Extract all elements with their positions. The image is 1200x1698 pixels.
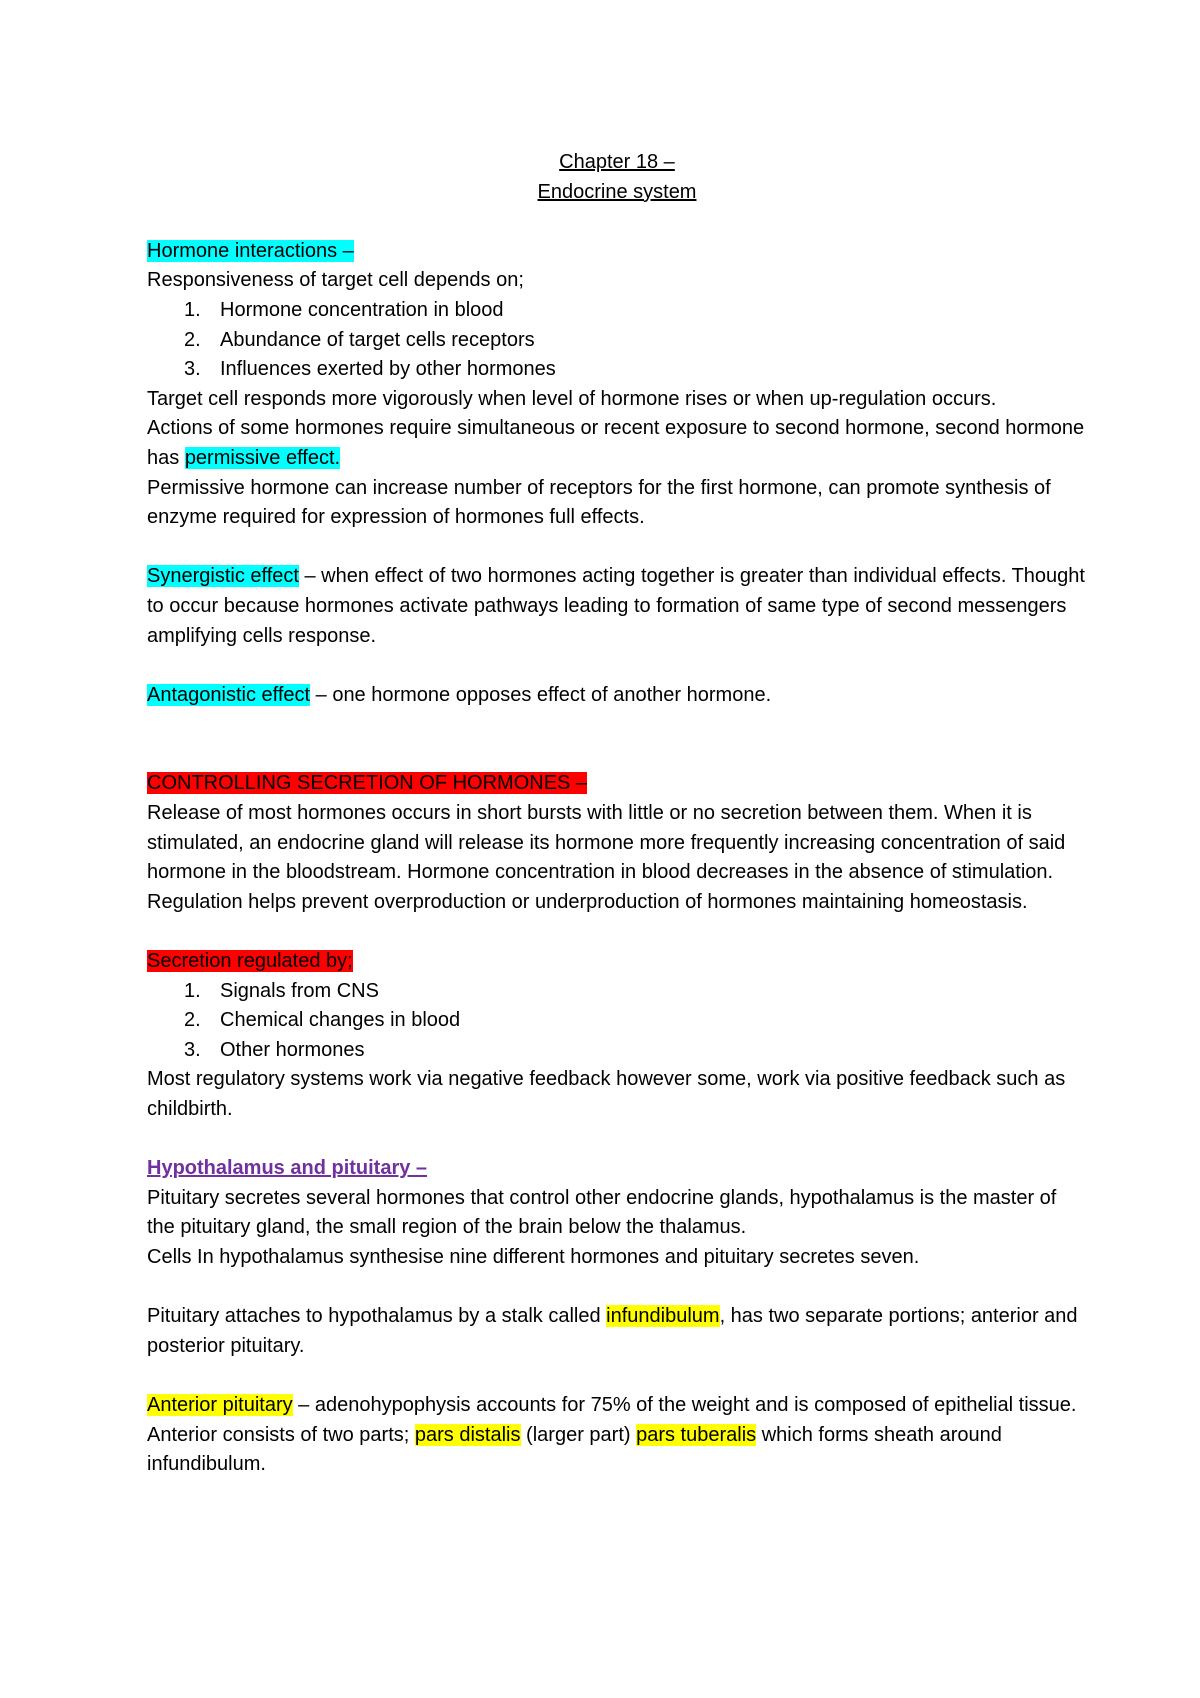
paragraph: Target cell responds more vigorously when level of hormone rises or when up-regulation occurs. <box>147 387 997 410</box>
list-item: 1. Signals from CNS <box>184 979 379 1002</box>
highlight-infundibulum: infundibulum <box>606 1305 720 1328</box>
highlight-anterior-pituitary: Anterior pituitary <box>147 1393 293 1416</box>
list-item: 2. Abundance of target cells receptors <box>184 328 535 351</box>
list-item: 3. Other hormones <box>184 1038 365 1061</box>
antagonistic-paragraph: Antagonistic effect – one hormone opposes effect of another hormone. <box>147 683 772 706</box>
highlight-pars-tuberalis: pars tuberalis <box>636 1423 757 1446</box>
list-item: 3. Influences exerted by other hormones <box>184 358 556 381</box>
paragraph: Pituitary attaches to hypothalamus by a stalk called infundibulum, has two separate portions; anterior and posterior pituitary. <box>147 1305 1078 1357</box>
paragraph: Release of most hormones occurs in short bursts with little or no secretion between them. When it is stimulated, an endocrine gland will release its hormone more frequently increasing concentration of said hormone in the bloodstream. Hormone concentration in blood decreases in the absence of stimulation. Regulation helps prevent overproduction or underproduction of hormones maintaining homeostasis. <box>147 802 1066 913</box>
document-body <box>147 148 1087 1480</box>
hormone-interactions-heading: Hormone interactions – <box>147 239 354 262</box>
list-item: 2. Chemical changes in blood <box>184 1009 461 1032</box>
highlight-permissive: permissive effect. <box>184 446 341 469</box>
anterior-paragraph: Anterior pituitary – adenohypophysis accounts for 75% of the weight and is composed of epithelial tissue. Anterior consists of two parts; pars distalis (larger part) pars tuberalis which forms sheath around infundibulum. <box>147 1393 1077 1476</box>
paragraph: Pituitary secretes several hormones that control other endocrine glands, hypothalamus is the master of the pituitary gland, the small region of the brain below the thalamus. <box>147 1186 1057 1239</box>
highlight-antagonistic: Antagonistic effect <box>147 683 311 706</box>
paragraph: Most regulatory systems work via negative feedback however some, work via positive feedback such as childbirth. <box>147 1068 1066 1120</box>
paragraph: Permissive hormone can increase number of receptors for the first hormone, can promote synthesis of enzyme required for expression of hormones full effects. <box>147 476 1051 529</box>
hypothalamus-heading: Hypothalamus and pituitary – <box>147 1157 428 1180</box>
highlight-synergistic: Synergistic effect <box>147 565 299 588</box>
paragraph: Cells In hypothalamus synthesise nine different hormones and pituitary secretes seven. <box>147 1245 920 1268</box>
list-item: 1. Hormone concentration in blood <box>184 298 504 321</box>
chapter-title: Chapter 18 – <box>559 151 675 173</box>
highlight-pars-distalis: pars distalis <box>414 1423 521 1446</box>
secretion-heading: Secretion regulated by; <box>147 950 353 973</box>
hormone-interactions-intro: Responsiveness of target cell depends on; <box>147 269 524 292</box>
controlling-heading: CONTROLLING SECRETION OF HORMONES – <box>147 772 588 795</box>
synergistic-paragraph: Synergistic effect – when effect of two hormones acting together is greater than individual effects. Thought to occur because hormones activate pathways leading to formation of same type of second messengers amplifying cells response. <box>147 565 1085 647</box>
responsiveness-list <box>147 296 1087 385</box>
paragraph: Actions of some hormones require simultaneous or recent exposure to second hormone, second hormone has permissive effect. <box>147 417 1085 469</box>
chapter-subtitle: Endocrine system <box>537 180 697 203</box>
secretion-list <box>147 977 1087 1066</box>
